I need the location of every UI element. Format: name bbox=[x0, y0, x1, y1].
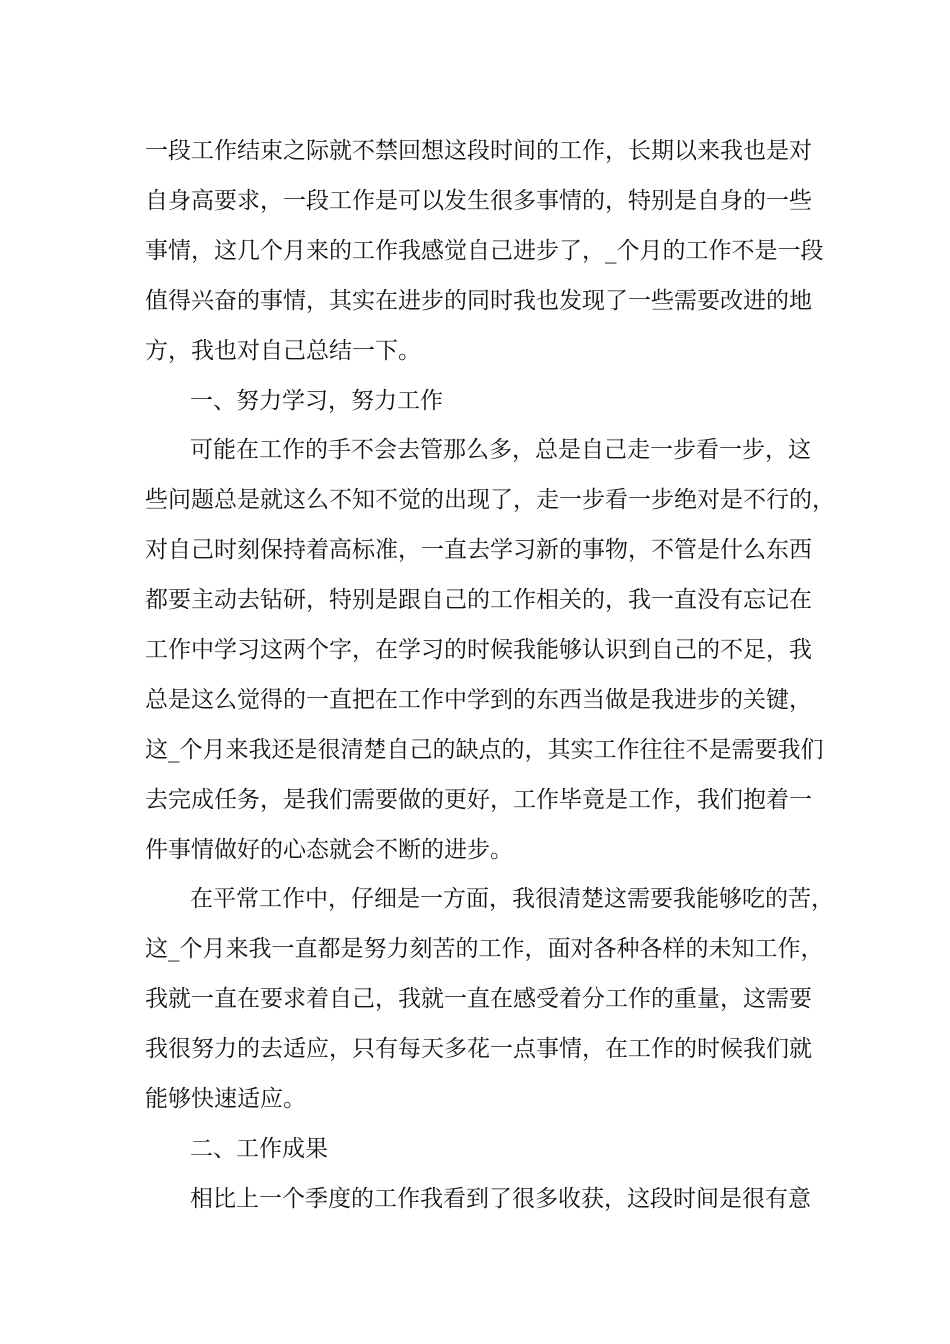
paragraph-line: 我很努力的去适应，只有每天多花一点事情，在工作的时候我们就 bbox=[145, 1036, 812, 1062]
paragraph-line: 一段工作结束之际就不禁回想这段时间的工作，长期以来我也是对 bbox=[145, 138, 812, 164]
paragraph-line: 都要主动去钻研，特别是跟自己的工作相关的，我一直没有忘记在 bbox=[145, 587, 812, 613]
paragraph-line: 方，我也对自己总结一下。 bbox=[145, 338, 421, 364]
paragraph-line: 件事情做好的心态就会不断的进步。 bbox=[145, 837, 513, 863]
paragraph-line: 总是这么觉得的一直把在工作中学到的东西当做是我进步的关键， bbox=[145, 687, 812, 713]
paragraph-line: 自身高要求，一段工作是可以发生很多事情的，特别是自身的一些 bbox=[145, 188, 812, 214]
paragraph-line: 相比上一个季度的工作我看到了很多收获，这段时间是很有意 bbox=[190, 1186, 811, 1212]
paragraph-line: 工作中学习这两个字，在学习的时候我能够认识到自己的不足，我 bbox=[145, 637, 812, 663]
paragraph-line: 值得兴奋的事情，其实在进步的同时我也发现了一些需要改进的地 bbox=[145, 288, 812, 314]
paragraph-line: 对自己时刻保持着高标准，一直去学习新的事物，不管是什么东西 bbox=[145, 537, 812, 563]
paragraph-line: 去完成任务，是我们需要做的更好，工作毕竟是工作，我们抱着一 bbox=[145, 787, 812, 813]
section-heading: 一、努力学习，努力工作 bbox=[190, 388, 443, 414]
paragraph-line: 在平常工作中，仔细是一方面，我很清楚这需要我能够吃的苦， bbox=[190, 886, 834, 912]
paragraph-line: 这_个月来我还是很清楚自己的缺点的，其实工作往往不是需要我们 bbox=[145, 737, 824, 763]
paragraph-line: 事情，这几个月来的工作我感觉自己进步了，_个月的工作不是一段 bbox=[145, 238, 824, 264]
paragraph-line: 些问题总是就这么不知不觉的出现了，走一步看一步绝对是不行的， bbox=[145, 487, 835, 513]
paragraph-line: 我就一直在要求着自己，我就一直在感受着分工作的重量，这需要 bbox=[145, 986, 812, 1012]
paragraph-line: 可能在工作的手不会去管那么多，总是自己走一步看一步，这 bbox=[190, 437, 811, 463]
paragraph-line: 能够快速适应。 bbox=[145, 1086, 306, 1112]
section-heading: 二、工作成果 bbox=[190, 1136, 328, 1162]
paragraph-line: 这_个月来我一直都是努力刻苦的工作，面对各种各样的未知工作， bbox=[145, 936, 824, 962]
